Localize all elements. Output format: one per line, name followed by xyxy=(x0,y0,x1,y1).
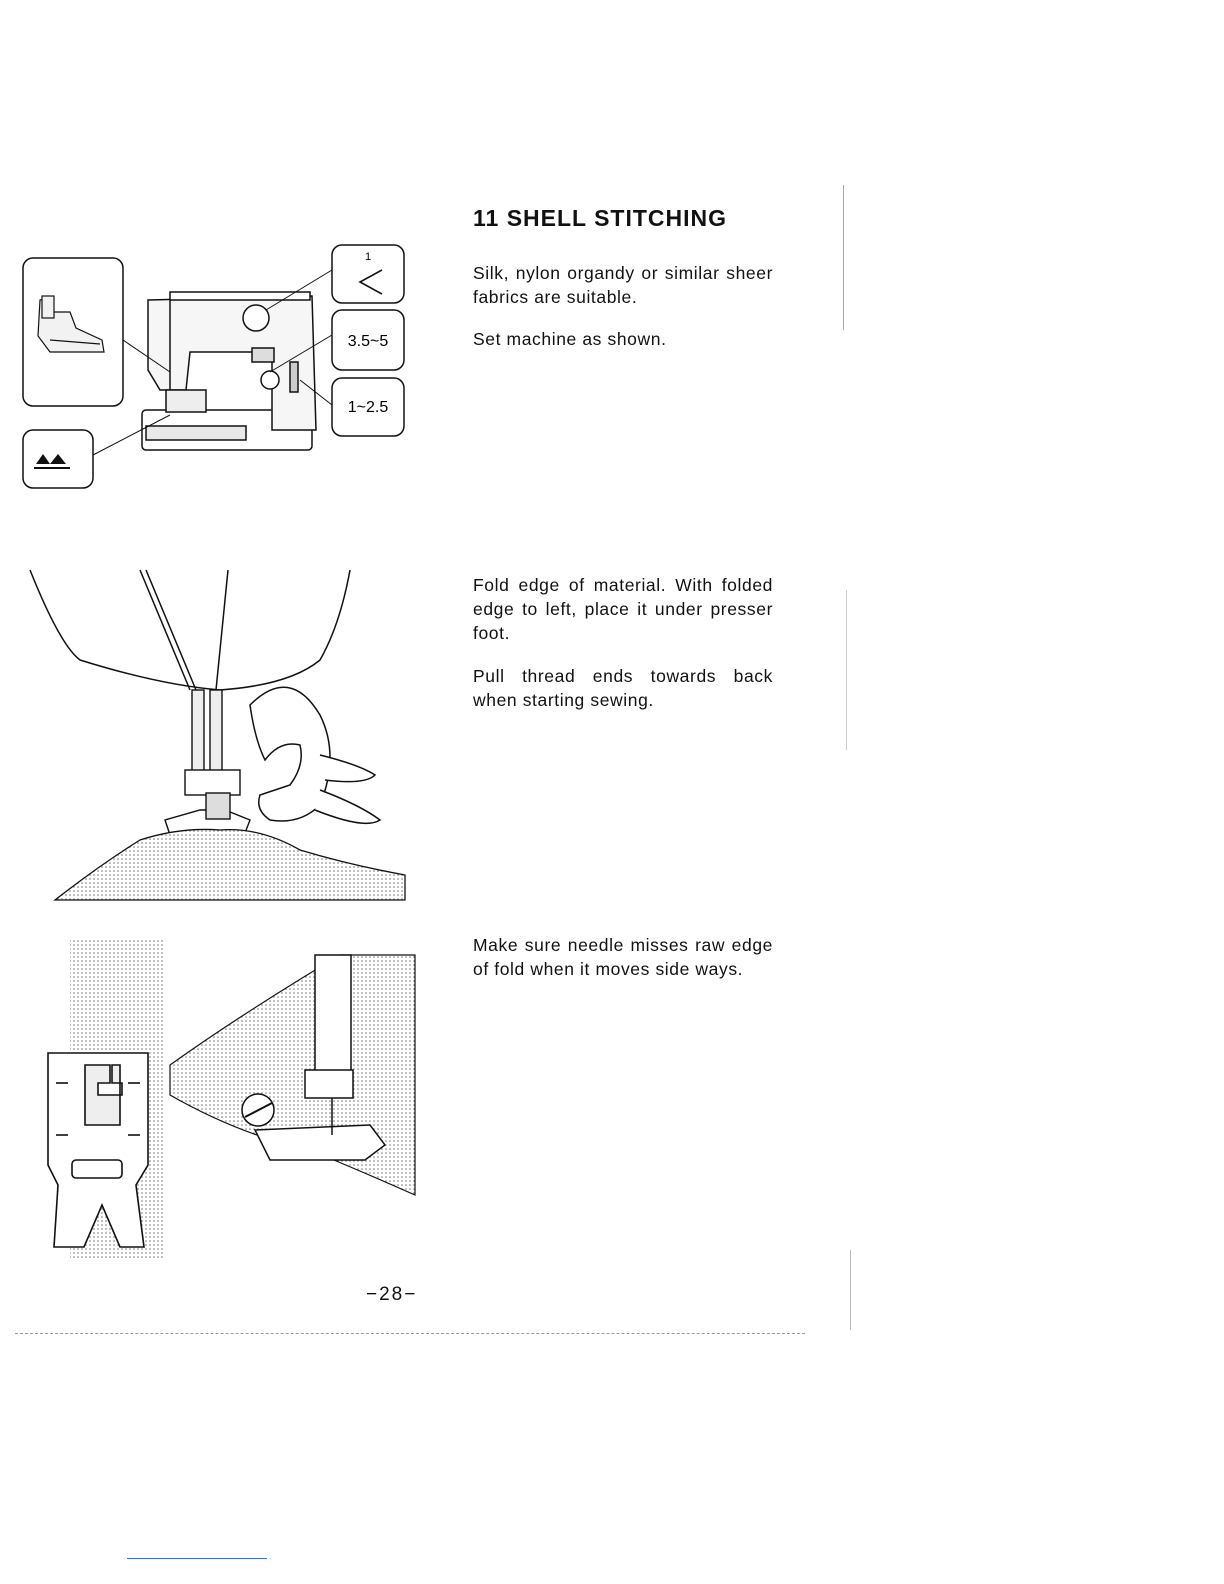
fabric-icon xyxy=(55,829,405,900)
margin-rule xyxy=(846,590,847,750)
machine-settings-illustration xyxy=(20,240,410,495)
blue-rule xyxy=(127,1558,267,1559)
stitch-length-value: 1~2.5 xyxy=(347,399,389,416)
fold-paragraph: Fold edge of material. With folded edge to left, place it under presser foot. xyxy=(473,575,773,643)
stitch-width-value: 3.5~5 xyxy=(347,333,389,350)
needle-position-value: 1 xyxy=(364,251,372,263)
fabrics-paragraph: Silk, nylon organdy or similar sheer fabrics are suitable. xyxy=(473,263,773,307)
needle-fold-illustration xyxy=(40,935,420,1265)
page-edge-rule xyxy=(15,1333,805,1335)
setup-paragraph: Set machine as shown. xyxy=(473,329,667,349)
pull-paragraph: Pull thread ends towards back when starting sewing. xyxy=(473,666,773,710)
margin-rule xyxy=(843,185,844,330)
page-number: −28− xyxy=(366,1284,418,1305)
hand-icon xyxy=(250,687,380,823)
needle-paragraph: Make sure needle misses raw edge of fold when it moves side ways. xyxy=(473,935,773,979)
margin-rule xyxy=(850,1250,851,1330)
section-title: 11 SHELL STITCHING xyxy=(473,205,728,231)
folding-fabric-illustration xyxy=(20,565,410,905)
presser-foot-icon xyxy=(165,690,250,835)
needle-closeup-icon xyxy=(170,955,415,1195)
